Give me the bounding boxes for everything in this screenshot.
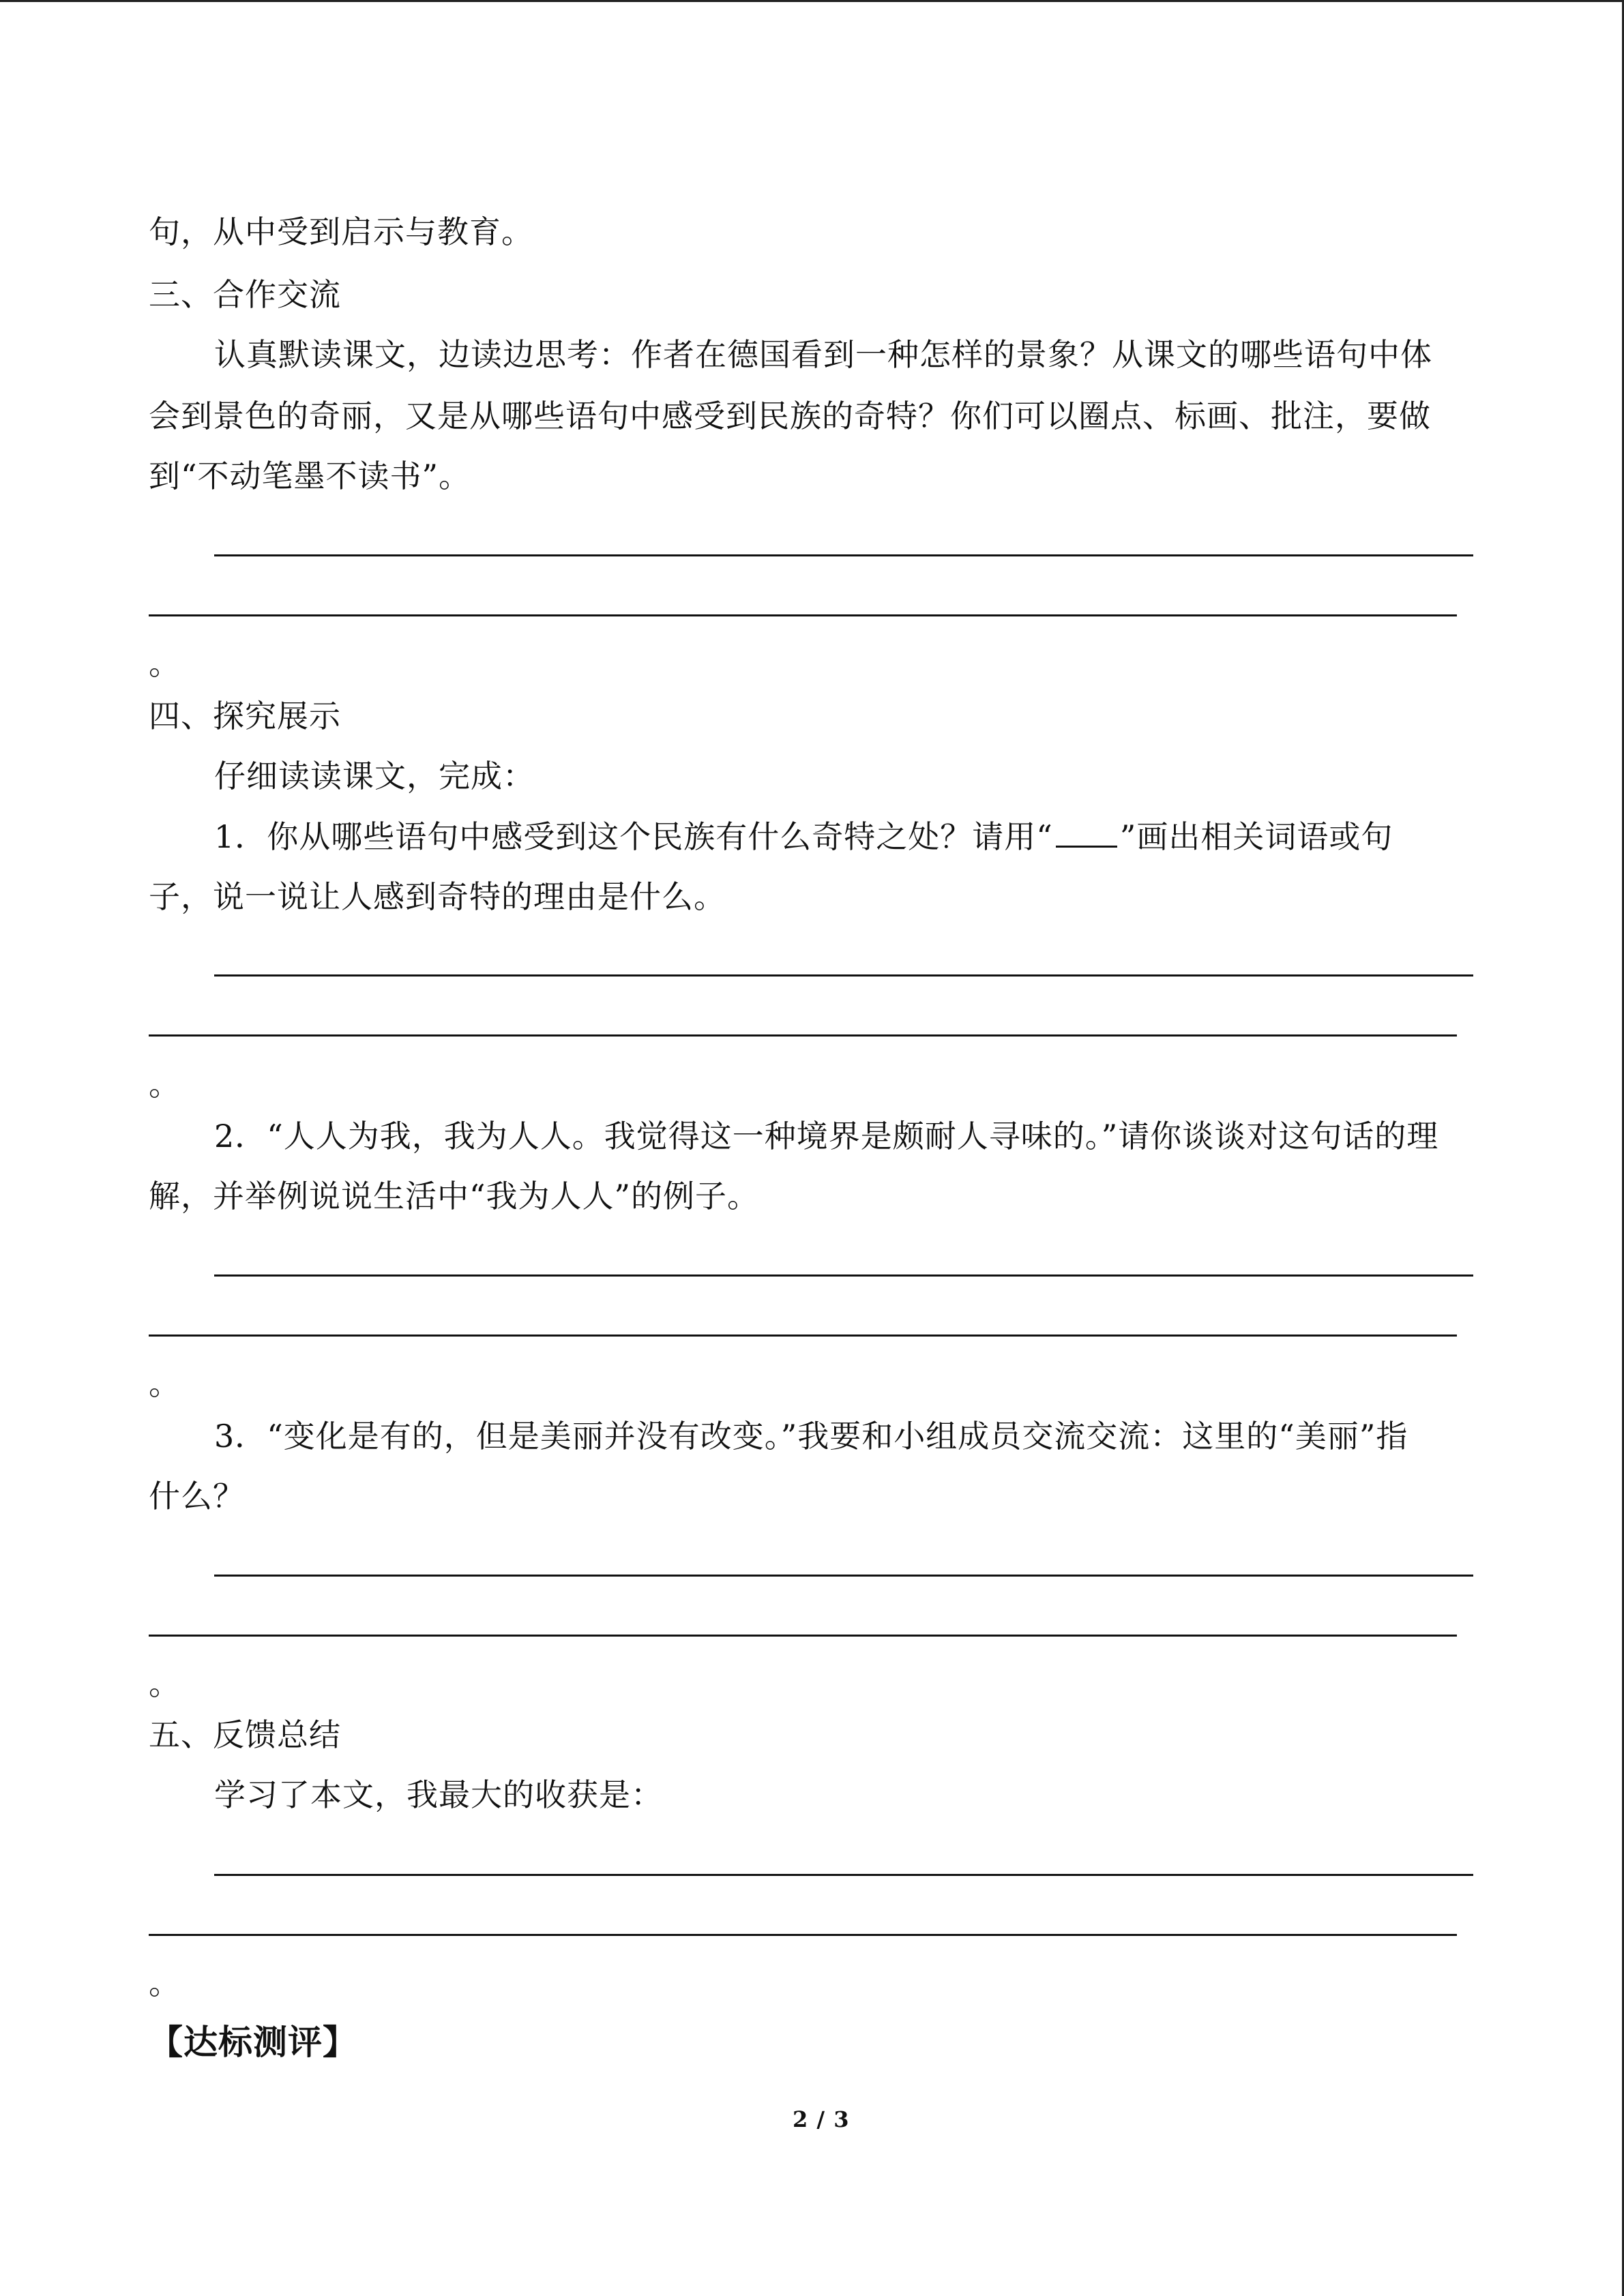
answer-line[interactable] [149, 1635, 1457, 1637]
question-1-line2: 子，说一说让人感到奇特的理由是什么。 [149, 878, 726, 915]
section-heading-4: 四、探究展示 [149, 698, 341, 734]
answer-line[interactable] [149, 1034, 1457, 1037]
question-1-text-b: ”画出相关词语或句 [1119, 818, 1393, 855]
question-1-text-a: 1．你从哪些语句中感受到这个民族有什么奇特之处？请用“ [214, 818, 1053, 855]
answer-line[interactable] [149, 614, 1457, 616]
answer-line[interactable] [214, 1274, 1473, 1277]
answer-line[interactable] [214, 1575, 1473, 1577]
section5-end-mark: 。 [149, 1965, 181, 2001]
test-heading: 【达标测评】 [149, 2022, 357, 2062]
answer-line[interactable] [214, 1874, 1473, 1876]
section3-para-line2: 会到景色的奇丽，又是从哪些语句中感受到民族的奇特？你们可以圈点、标画、批注，要做 [149, 398, 1431, 434]
page-number: 2 / 3 [793, 2106, 850, 2132]
question-1-line1 [214, 816, 1393, 857]
question-2-line1: 2．“人人为我，我为人人。我觉得这一种境界是颇耐人寻味的。”请你谈谈对这句话的理 [214, 1118, 1439, 1154]
continuation-text: 句，从中受到启示与教育。 [149, 213, 533, 250]
answer-line[interactable] [149, 1934, 1457, 1936]
section3-end-mark: 。 [149, 645, 181, 682]
section-heading-5: 五、反馈总结 [149, 1716, 341, 1753]
section5-intro: 学习了本文，我最大的收获是： [214, 1776, 663, 1813]
question-3-end-mark: 。 [149, 1665, 181, 1702]
answer-line[interactable] [214, 974, 1473, 976]
question-2-end-mark: 。 [149, 1365, 181, 1402]
underline-sample [1056, 818, 1117, 848]
answer-line[interactable] [214, 554, 1473, 556]
section-heading-3: 三、合作交流 [149, 276, 341, 313]
question-2-line2: 解，并举例说说生活中“我为人人”的例子。 [149, 1178, 760, 1214]
question-3-line2: 什么？ [149, 1478, 245, 1515]
section4-intro: 仔细读读课文，完成： [214, 758, 535, 794]
section3-para-line3: 到“不动笔墨不读书”。 [149, 458, 471, 494]
section3-para-line1: 认真默读课文，边读边思考：作者在德国看到一种怎样的景象？从课文的哪些语句中体 [214, 336, 1432, 373]
answer-line[interactable] [149, 1335, 1457, 1337]
question-3-line1: 3．“变化是有的，但是美丽并没有改变。”我要和小组成员交流交流：这里的“美丽”指 [214, 1418, 1408, 1455]
question-1-end-mark: 。 [149, 1066, 181, 1103]
